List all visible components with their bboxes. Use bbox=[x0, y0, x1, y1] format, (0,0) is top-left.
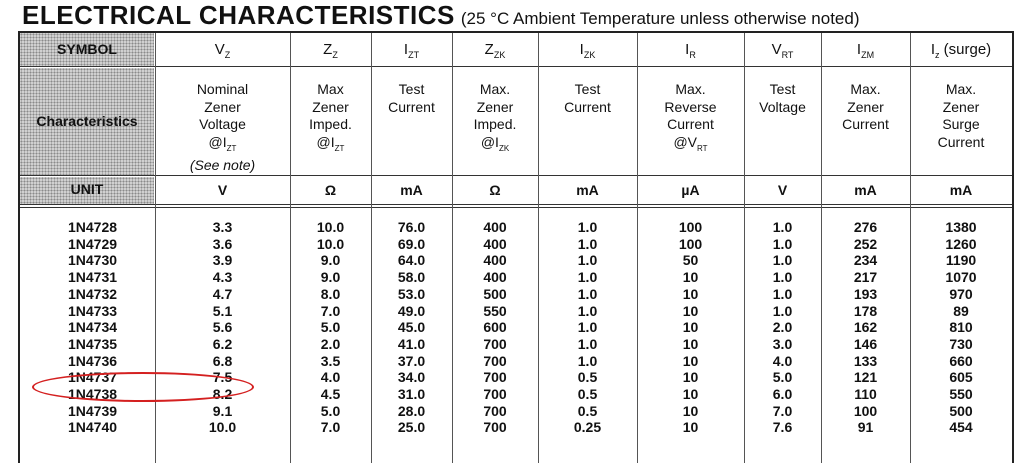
part-number: 1N4735 bbox=[67, 335, 118, 352]
title-subtitle: (25 °C Ambient Temperature unless otherwise noted) bbox=[460, 9, 860, 28]
table-cell: 45.0 bbox=[397, 319, 426, 336]
table-cell: 1.0 bbox=[577, 302, 598, 319]
table-cell: 7.0 bbox=[320, 302, 341, 319]
table-cell: 1.0 bbox=[772, 269, 793, 286]
table-cell: 1190 bbox=[945, 252, 977, 269]
part-number: 1N4733 bbox=[67, 302, 118, 319]
column-divider bbox=[538, 33, 539, 463]
table-cell: 50 bbox=[682, 252, 699, 269]
table-cell: 700 bbox=[483, 369, 507, 386]
table-cell: 5.0 bbox=[320, 319, 341, 336]
table-cell: 252 bbox=[853, 235, 878, 252]
table-cell: 6.2 bbox=[212, 335, 233, 352]
table-cell: 100 bbox=[678, 219, 703, 235]
table-cell: 10 bbox=[682, 386, 699, 402]
table-cell: 234 bbox=[853, 252, 878, 269]
table-cell: 10 bbox=[682, 402, 699, 419]
column-divider bbox=[155, 33, 156, 463]
table-cell: 1260 bbox=[945, 235, 977, 252]
column-divider bbox=[637, 33, 638, 463]
table-cell: 700 bbox=[483, 335, 507, 352]
table-cell: 550 bbox=[483, 302, 507, 319]
characteristics-table bbox=[18, 31, 1014, 463]
column-divider bbox=[744, 33, 745, 463]
table-cell: 730 bbox=[949, 335, 973, 352]
table-row bbox=[20, 386, 1012, 403]
column-unit: mA bbox=[400, 182, 423, 198]
column-unit: mA bbox=[949, 182, 973, 198]
table-cell: 1.0 bbox=[577, 269, 598, 286]
table-cell: 1.0 bbox=[577, 235, 598, 252]
rule-symbol bbox=[20, 66, 1012, 67]
table-cell: 10 bbox=[682, 285, 699, 302]
part-number: 1N4730 bbox=[67, 252, 118, 269]
table-cell: 276 bbox=[853, 219, 878, 235]
column-description: Max Zener Imped. $@I_{ZT}$ bbox=[309, 81, 352, 153]
table-cell: 41.0 bbox=[397, 335, 426, 352]
table-cell: 970 bbox=[949, 285, 973, 302]
table-cell: 1.0 bbox=[772, 235, 793, 252]
table-cell: 10 bbox=[682, 369, 699, 386]
table-cell: 1.0 bbox=[577, 285, 598, 302]
table-cell: 1.0 bbox=[577, 219, 598, 235]
column-unit: V bbox=[777, 182, 788, 198]
table-cell: 28.0 bbox=[397, 402, 426, 419]
table-cell: 10 bbox=[682, 319, 699, 336]
table-cell: 100 bbox=[678, 235, 703, 252]
part-number: 1N4737 bbox=[67, 369, 118, 386]
table-cell: 146 bbox=[853, 335, 878, 352]
table-cell: 10.0 bbox=[208, 419, 237, 436]
column-description: Max. Reverse Current $@V_{RT}$ bbox=[664, 81, 717, 153]
table-cell: 1.0 bbox=[577, 252, 598, 269]
table-cell: 9.1 bbox=[212, 402, 233, 419]
characteristics-label: Characteristics bbox=[36, 113, 138, 129]
part-number: 1N4734 bbox=[67, 319, 118, 336]
table-row bbox=[20, 236, 1012, 253]
table-row bbox=[20, 219, 1012, 236]
table-cell: 660 bbox=[949, 352, 973, 369]
column-description: Test Current bbox=[564, 81, 611, 115]
table-row bbox=[20, 303, 1012, 320]
table-cell: 5.0 bbox=[320, 402, 341, 419]
symbol-label: SYMBOL bbox=[57, 41, 117, 57]
table-cell: 64.0 bbox=[397, 252, 426, 269]
table-cell: 400 bbox=[483, 269, 507, 286]
table-cell: 3.6 bbox=[212, 235, 233, 252]
table-cell: 400 bbox=[483, 235, 507, 252]
column-symbol: $I_{ZM}$ bbox=[856, 41, 875, 60]
table-cell: 91 bbox=[857, 419, 874, 436]
part-number: 1N4740 bbox=[67, 419, 118, 436]
table-cell: 5.6 bbox=[212, 319, 233, 336]
column-description: Test Voltage bbox=[759, 81, 806, 115]
part-number: 1N4731 bbox=[67, 269, 118, 286]
table-cell: 7.0 bbox=[772, 402, 793, 419]
column-divider bbox=[910, 33, 911, 463]
table-cell: 500 bbox=[949, 402, 973, 419]
table-cell: 600 bbox=[483, 319, 507, 336]
table-row bbox=[20, 319, 1012, 336]
table-cell: 4.0 bbox=[772, 352, 793, 369]
table-cell: 178 bbox=[853, 302, 878, 319]
table-cell: 0.5 bbox=[577, 369, 598, 386]
column-divider bbox=[452, 33, 453, 463]
table-cell: 10 bbox=[682, 302, 699, 319]
table-cell: 810 bbox=[949, 319, 973, 336]
table-cell: 700 bbox=[483, 352, 507, 369]
table-cell: 605 bbox=[949, 369, 973, 386]
table-cell: 49.0 bbox=[397, 302, 426, 319]
part-number: 1N4729 bbox=[67, 235, 118, 252]
table-cell: 2.0 bbox=[772, 319, 793, 336]
table-cell: 3.0 bbox=[772, 335, 793, 352]
table-row bbox=[20, 353, 1012, 370]
table-cell: 7.6 bbox=[772, 419, 793, 436]
unit-label: UNIT bbox=[70, 181, 104, 197]
rule-unit bbox=[20, 204, 1012, 205]
table-cell: 133 bbox=[853, 352, 878, 369]
column-divider bbox=[290, 33, 291, 463]
table-cell: 5.1 bbox=[212, 302, 233, 319]
part-number: 1N4738 bbox=[67, 386, 118, 402]
column-unit: mA bbox=[854, 182, 877, 198]
table-row bbox=[20, 336, 1012, 353]
table-cell: 6.0 bbox=[772, 386, 793, 402]
title-main: ELECTRICAL CHARACTERISTICS bbox=[22, 0, 455, 30]
symbol-label-cell bbox=[20, 33, 154, 66]
rule-characteristics bbox=[20, 175, 1012, 176]
table-cell: 10 bbox=[682, 419, 699, 436]
table-cell: 6.8 bbox=[212, 352, 233, 369]
column-symbol: $V_{RT}$ bbox=[771, 41, 794, 60]
table-cell: 7.5 bbox=[212, 369, 233, 386]
part-number: 1N4739 bbox=[67, 402, 118, 419]
table-cell: 58.0 bbox=[397, 269, 426, 286]
table-cell: 2.0 bbox=[320, 335, 341, 352]
table-row-highlighted bbox=[20, 369, 1012, 386]
table-cell: 500 bbox=[483, 285, 507, 302]
table-cell: 89 bbox=[953, 302, 969, 319]
column-symbol: $I_z$ (surge) bbox=[930, 41, 992, 60]
table-cell: 1380 bbox=[945, 219, 977, 235]
table-cell: 34.0 bbox=[397, 369, 426, 386]
column-description: Test Current bbox=[388, 81, 435, 115]
table-cell: 700 bbox=[483, 386, 507, 402]
column-description: Max. Zener Imped. $@I_{ZK}$ bbox=[473, 81, 517, 153]
table-cell: 37.0 bbox=[397, 352, 426, 369]
table-row bbox=[20, 419, 1012, 436]
table-cell: 10.0 bbox=[316, 219, 345, 235]
column-symbol: $Z_Z$ bbox=[323, 41, 338, 60]
column-unit: Ω bbox=[489, 182, 501, 198]
column-symbol: $Z_{ZK}$ bbox=[484, 41, 506, 60]
unit-label-cell bbox=[20, 177, 154, 204]
table-cell: 4.5 bbox=[320, 386, 341, 402]
table-cell: 700 bbox=[483, 402, 507, 419]
table-cell: 1.0 bbox=[772, 302, 793, 319]
table-cell: 400 bbox=[483, 252, 507, 269]
table-cell: 1.0 bbox=[772, 252, 793, 269]
column-symbol: $I_{ZT}$ bbox=[403, 41, 420, 60]
table-cell: 31.0 bbox=[397, 386, 426, 402]
table-cell: 53.0 bbox=[397, 285, 426, 302]
column-symbol: $I_R$ bbox=[685, 41, 696, 60]
table-cell: 100 bbox=[853, 402, 878, 419]
table-row bbox=[20, 252, 1012, 269]
table-row bbox=[20, 286, 1012, 303]
column-unit: mA bbox=[576, 182, 599, 198]
table-cell: 1.0 bbox=[772, 285, 793, 302]
table-cell: 10.0 bbox=[316, 235, 345, 252]
table-cell: 400 bbox=[483, 219, 507, 235]
characteristics-label-cell bbox=[20, 68, 154, 175]
part-number: 1N4728 bbox=[67, 219, 118, 235]
table-cell: 3.5 bbox=[320, 352, 341, 369]
part-number: 1N4736 bbox=[67, 352, 118, 369]
table-cell: 1.0 bbox=[577, 352, 598, 369]
table-cell: 5.0 bbox=[772, 369, 793, 386]
table-cell: 121 bbox=[853, 369, 878, 386]
table-cell: 25.0 bbox=[397, 419, 426, 436]
part-number: 1N4732 bbox=[67, 285, 118, 302]
table-cell: 0.5 bbox=[577, 402, 598, 419]
table-cell: 217 bbox=[853, 269, 878, 286]
table-cell: 9.0 bbox=[320, 252, 341, 269]
table-cell: 4.0 bbox=[320, 369, 341, 386]
table-cell: 110 bbox=[854, 386, 877, 402]
column-description: Max. Zener Current bbox=[842, 81, 889, 132]
table-cell: 8.0 bbox=[320, 285, 341, 302]
table-cell: 1.0 bbox=[772, 219, 793, 235]
table-cell: 69.0 bbox=[397, 235, 426, 252]
table-cell: 3.3 bbox=[212, 219, 233, 235]
table-cell: 193 bbox=[853, 285, 878, 302]
column-unit: Ω bbox=[324, 182, 337, 198]
table-cell: 0.25 bbox=[573, 419, 602, 436]
column-symbol: $I_{ZK}$ bbox=[579, 41, 596, 60]
table-cell: 1.0 bbox=[577, 319, 598, 336]
table-cell: 0.5 bbox=[577, 386, 598, 402]
column-description: Nominal Zener Voltage $@I_{ZT}$ (See note) bbox=[189, 81, 256, 173]
table-cell: 3.9 bbox=[212, 252, 233, 269]
table-cell: 8.2 bbox=[212, 386, 233, 402]
table-cell: 4.3 bbox=[212, 269, 233, 286]
column-unit: V bbox=[217, 182, 228, 198]
column-divider bbox=[821, 33, 822, 463]
column-description: Max. Zener Surge Current bbox=[937, 81, 985, 150]
column-symbol: $V_Z$ bbox=[214, 41, 231, 60]
column-divider bbox=[371, 33, 372, 463]
table-cell: 454 bbox=[949, 419, 973, 436]
column-unit: µA bbox=[681, 182, 700, 198]
table-row bbox=[20, 269, 1012, 286]
table-cell: 550 bbox=[949, 386, 973, 402]
table-cell: 7.0 bbox=[320, 419, 341, 436]
rule-unit-double bbox=[20, 207, 1012, 208]
table-cell: 1070 bbox=[945, 269, 977, 286]
table-cell: 1.0 bbox=[577, 335, 598, 352]
table-cell: 10 bbox=[682, 335, 699, 352]
table-cell: 76.0 bbox=[397, 219, 426, 235]
table-cell: 9.0 bbox=[320, 269, 341, 286]
table-cell: 162 bbox=[853, 319, 878, 336]
table-cell: 700 bbox=[483, 419, 507, 436]
table-cell: 10 bbox=[682, 269, 699, 286]
table-cell: 10 bbox=[682, 352, 699, 369]
table-row bbox=[20, 403, 1012, 420]
table-cell: 4.7 bbox=[212, 285, 233, 302]
